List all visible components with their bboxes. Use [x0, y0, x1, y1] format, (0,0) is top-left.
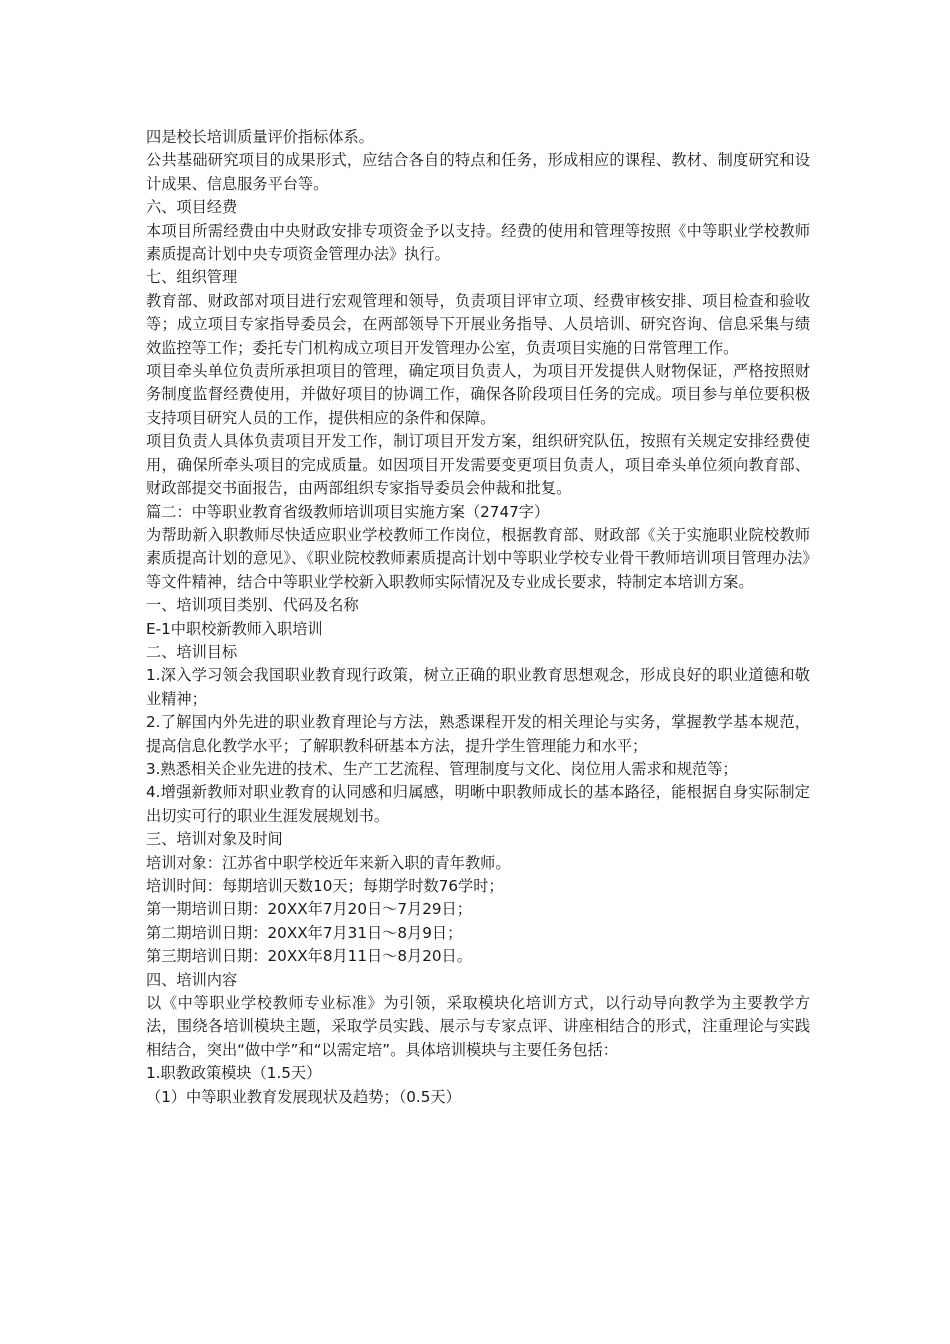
- paragraph: 四是校长培训质量评价指标体系。: [146, 128, 374, 146]
- list-item: （1）中等职业教育发展现状及趋势；（0.5天）: [146, 1087, 461, 1106]
- paragraph: 教育部、财政部对项目进行宏观管理和领导，负责项目评审立项、经费审核安排、项目检查和验收等；成立项目专家指导委员会，在两部领导下开展业务指导、人员培训、研究咨询、信息采集与绩效监控等工作；委托专门机构成立项目开发管理办公室，负责项目实施的日常管理工作。: [146, 291, 810, 357]
- paragraph: 第二期培训日期：20XX年7月31日～8月9日；: [146, 923, 463, 942]
- paragraph: 以《中等职业学校教师专业标准》为引领，采取模块化培训方式，以行动导向教学为主要教学方法，围绕各培训模块主题，采取学员实践、展示与专家点评、讲座相结合的形式，注重理论与实践相结合，突出“做中学”和“以需定培”。具体培训模块与主要任务包括：: [146, 994, 810, 1059]
- list-item: 4.增强新教师对职业教育的认同感和归属感，明晰中职教师成长的基本路径，能根据自身实际制定出切实可行的职业生涯发展规划书。: [146, 783, 810, 825]
- paragraph: 第一期培训日期：20XX年7月20日～7月29日；: [146, 900, 472, 919]
- list-item: 1.深入学习领会我国职业教育现行政策，树立正确的职业教育思想观念，形成良好的职业道德和敬业精神；: [146, 666, 810, 708]
- list-item: 2.了解国内外先进的职业教育理论与方法，熟悉课程开发的相关理论与实务，掌握教学基本规范，提高信息化教学水平；了解职教科研基本方法，提升学生管理能力和水平；: [146, 713, 810, 755]
- part-heading: 篇二：中等职业教育省级教师培训项目实施方案（2747字）: [146, 502, 550, 521]
- paragraph: 为帮助新入职教师尽快适应职业学校教师工作岗位，根据教育部、财政部《关于实施职业院校教师素质提高计划的意见》、《职业院校教师素质提高计划中等职业学校专业骨干教师培训项目管理办法》等文件精神，结合中等职业学校新入职教师实际情况及专业成长要求，特制定本培训方案。: [146, 525, 810, 591]
- paragraph: 项目负责人具体负责项目开发工作，制订项目开发方案，组织研究队伍，按照有关规定安排经费使用，确保所牵头项目的完成质量。如因项目开发需要变更项目负责人，项目牵头单位须向教育部、财政部提交书面报告，由两部组织专家指导委员会仲裁和批复。: [146, 432, 810, 498]
- paragraph: 培训时间：每期培训天数10天；每期学时数76学时；: [146, 877, 504, 895]
- document-body: [146, 126, 810, 1109]
- paragraph: 公共基础研究项目的成果形式，应结合各自的特点和任务，形成相应的课程、教材、制度研究和设计成果、信息服务平台等。: [146, 151, 810, 193]
- section-heading: 七、组织管理: [146, 268, 238, 287]
- paragraph: 第三期培训日期：20XX年8月11日～8月20日。: [146, 947, 472, 966]
- section-heading: 四、培训内容: [146, 970, 238, 989]
- list-item: 1.职教政策模块（1.5天）: [146, 1064, 322, 1083]
- section-heading: 一、培训项目类别、代码及名称: [146, 596, 359, 615]
- section-heading: 六、项目经费: [146, 198, 238, 217]
- paragraph: E-1中职校新教师入职培训: [146, 619, 323, 638]
- paragraph: 项目牵头单位负责所承担项目的管理，确定项目负责人，为项目开发提供人财物保证，严格按照财务制度监督经费使用，并做好项目的协调工作，确保各阶段项目任务的完成。项目参与单位要积极支持项目研究人员的工作，提供相应的条件和保障。: [146, 362, 810, 427]
- paragraph: 培训对象：江苏省中职学校近年来新入职的青年教师。: [146, 853, 511, 872]
- section-heading: 三、培训对象及时间: [146, 830, 283, 849]
- list-item: 3.熟悉相关企业先进的技术、生产工艺流程、管理制度与文化、岗位用人需求和规范等；: [146, 759, 738, 778]
- paragraph: 本项目所需经费由中央财政安排专项资金予以支持。经费的使用和管理等按照《中等职业学校教师素质提高计划中央专项资金管理办法》执行。: [146, 221, 810, 264]
- section-heading: 二、培训目标: [146, 642, 238, 661]
